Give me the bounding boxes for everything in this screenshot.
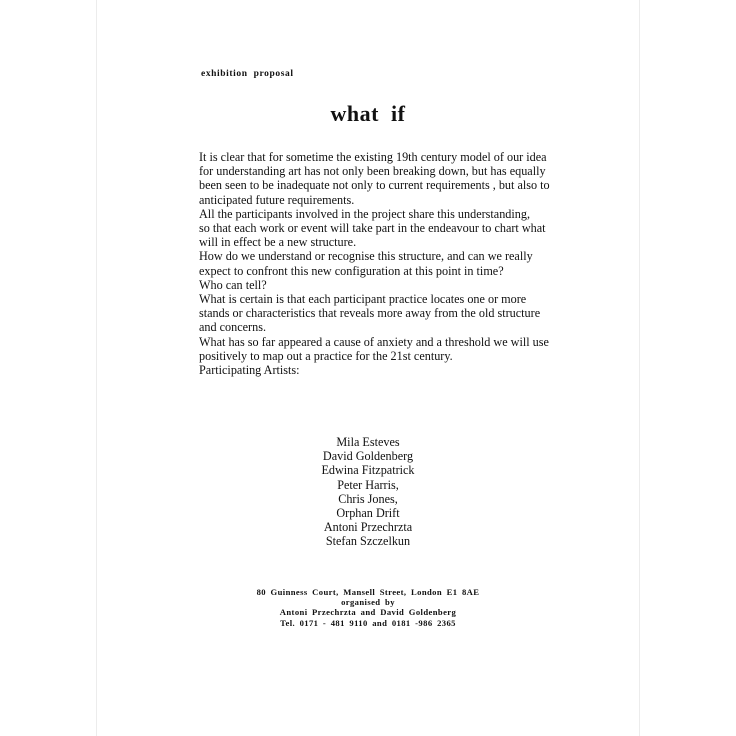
text-line: All the participants involved in the project share this understanding, xyxy=(199,206,531,221)
artist-name: Stefan Szczelkun xyxy=(325,534,411,549)
artist-name: Antoni Przechrzta xyxy=(323,520,413,535)
artist-name: Edwina Fitzpatrick xyxy=(321,463,415,478)
artist-list xyxy=(97,435,639,549)
text-line: so that each work or event will take part in the endeavour to chart what xyxy=(199,221,546,236)
text-line: It is clear that for sometime the existing 19th century model of our idea xyxy=(199,150,547,164)
document-label: exhibition proposal xyxy=(201,69,294,79)
contact-footer xyxy=(97,587,639,628)
paragraph-2 xyxy=(199,207,599,278)
artist-name: Orphan Drift xyxy=(336,506,400,521)
artist-name: David Goldenberg xyxy=(322,449,414,464)
text-line: What is certain is that each participant practice locates one or more xyxy=(199,292,527,307)
text-line: How do we understand or recognise this structure, and can we really xyxy=(199,249,533,264)
text-line: for understanding art has not only been breaking down, but has equally xyxy=(199,164,546,179)
text-line: anticipated future requirements. xyxy=(199,192,355,207)
text-line: will in effect be a new structure. xyxy=(199,235,357,250)
footer-telephone: Tel. 0171 - 481 9110 and 0181 -986 2365 xyxy=(280,617,456,628)
paragraph-4 xyxy=(199,292,599,335)
page-title: what if xyxy=(330,101,406,126)
footer-organisers: Antoni Przechrzta and David Goldenberg xyxy=(279,607,457,618)
artist-name: Chris Jones, xyxy=(338,491,398,506)
proposal-page xyxy=(96,0,640,736)
paragraph-5 xyxy=(199,335,599,363)
text-line: What has so far appeared a cause of anxiety and a threshold we will use xyxy=(199,334,549,349)
participants-heading xyxy=(199,363,599,377)
text-line: stands or characteristics that reveals more away from the old structure xyxy=(199,306,541,321)
text-line: been seen to be inadequate not only to current requirements , but also to xyxy=(199,178,550,193)
footer-address: 80 Guinness Court, Mansell Street, London E1 8AE xyxy=(256,587,480,597)
paragraph-3 xyxy=(199,278,599,292)
proposal-body xyxy=(199,150,599,377)
text-line: expect to confront this new configuration at this point in time? xyxy=(199,263,504,278)
text-line: and concerns. xyxy=(199,320,267,335)
participants-heading-text: Participating Artists: xyxy=(199,363,300,378)
artist-name: Mila Esteves xyxy=(336,435,400,449)
text-line: positively to map out a practice for the 21st century. xyxy=(199,348,453,363)
text-line: Who can tell? xyxy=(199,277,267,292)
artist-name: Peter Harris, xyxy=(337,477,399,492)
paragraph-1 xyxy=(199,150,599,207)
footer-organised-by: organised by xyxy=(341,597,395,608)
